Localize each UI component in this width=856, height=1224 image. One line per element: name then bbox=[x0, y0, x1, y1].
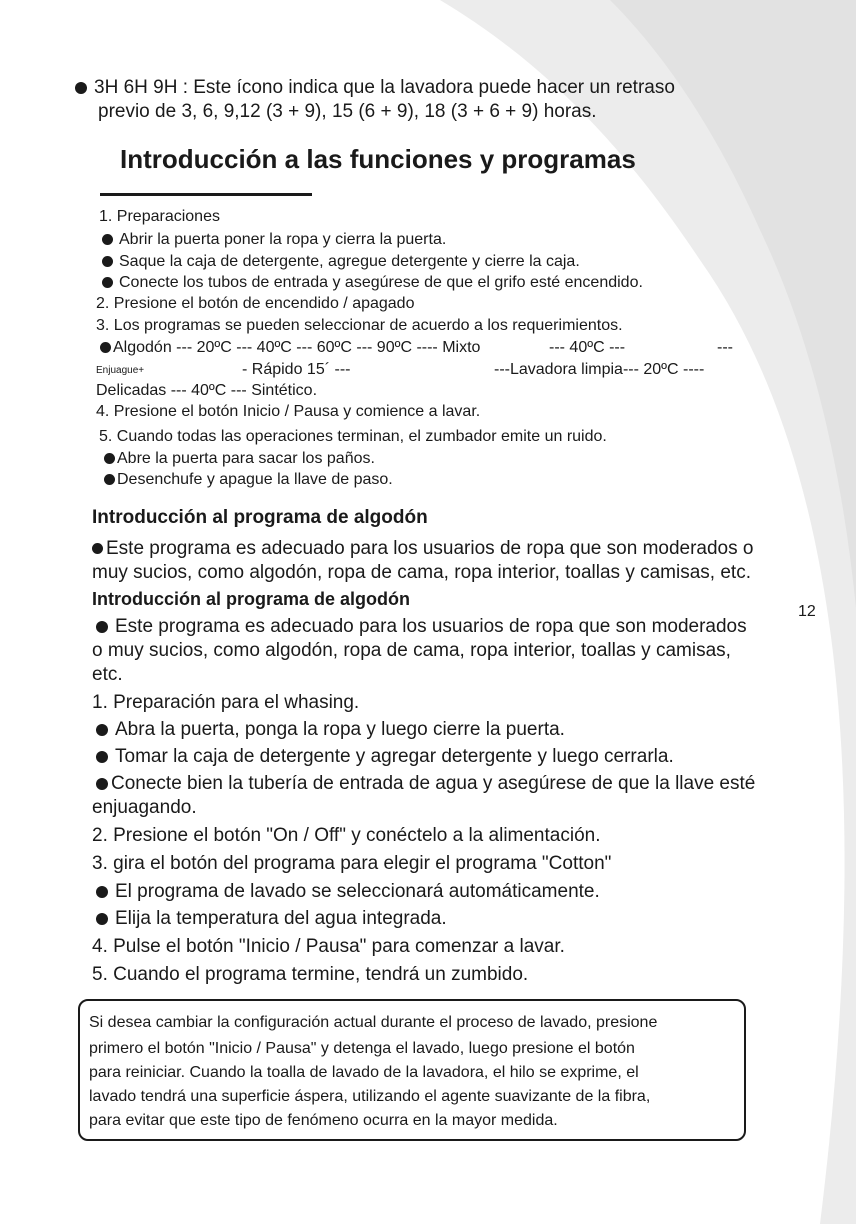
note-line: primero el botón "Inicio / Pausa" y detenga el lavado, luego presione el botón bbox=[89, 1040, 635, 1057]
list-item: Abre la puerta para sacar los paños. bbox=[104, 450, 375, 468]
program-list-line3: Delicadas --- 40ºC --- Sintético. bbox=[96, 382, 318, 399]
step-5: 5. Cuando todas las operaciones terminan, el zumbador emite un ruido. bbox=[99, 428, 607, 445]
step-2: 2. Presione el botón "On / Off" y conéctelo a la alimentación. bbox=[92, 825, 601, 846]
bullet-icon bbox=[96, 778, 108, 790]
paragraph-line2: muy sucios, como algodón, ropa de cama, ropa interior, toallas y camisas, etc. bbox=[92, 562, 751, 583]
step-3: 3. Los programas se pueden seleccionar de acuerdo a los requerimientos. bbox=[96, 317, 623, 334]
bullet-icon bbox=[96, 621, 108, 633]
list-item: Abra la puerta, ponga la ropa y luego cierre la puerta. bbox=[96, 719, 565, 741]
bullet-icon bbox=[102, 256, 113, 267]
bullet-icon bbox=[75, 82, 87, 94]
program-list-mixto-temp: --- 40ºC --- bbox=[549, 339, 626, 356]
list-item: Conecte los tubos de entrada y asegúrese de que el grifo esté encendido. bbox=[102, 274, 643, 292]
paragraph-line2: o muy sucios, como algodón, ropa de cama, ropa interior, toallas y camisas, bbox=[92, 640, 731, 661]
list-item-continuation: enjuagando. bbox=[92, 797, 197, 818]
paragraph: Este programa es adecuado para los usuarios de ropa que son moderados o bbox=[92, 538, 753, 560]
bullet-icon bbox=[104, 453, 115, 464]
list-item: Elija la temperatura del agua integrada. bbox=[96, 908, 447, 930]
list-item: Saque la caja de detergente, agregue detergente y cierre la caja. bbox=[102, 253, 580, 271]
bullet-icon bbox=[96, 724, 108, 736]
note-line: lavado tendrá una superficie áspera, utilizando el agente suavizante de la fibra, bbox=[89, 1088, 651, 1105]
bullet-icon bbox=[104, 474, 115, 485]
delay-icon-note: 3H 6H 9H : Este ícono indica que la lavadora puede hacer un retraso bbox=[75, 77, 675, 99]
list-item: Conecte bien la tubería de entrada de agua y asegúrese de que la llave esté bbox=[96, 773, 755, 795]
program-list-line1: Algodón --- 20ºC --- 40ºC --- 60ºC --- 90ºC ---- Mixto bbox=[100, 339, 480, 357]
page-number: 12 bbox=[798, 603, 816, 620]
bullet-icon bbox=[92, 543, 103, 554]
note-line: para reiniciar. Cuando la toalla de lavado de la lavadora, el hilo se exprime, el bbox=[89, 1064, 639, 1081]
note-box bbox=[78, 999, 746, 1141]
step-4: 4. Presione el botón Inicio / Pausa y comience a lavar. bbox=[96, 403, 481, 420]
program-lavadora-limpia: ---Lavadora limpia--- 20ºC ---- bbox=[494, 361, 705, 378]
step-5: 5. Cuando el programa termine, tendrá un zumbido. bbox=[92, 964, 529, 985]
step-1: 1. Preparación para el whasing. bbox=[92, 692, 360, 713]
delay-icon-note-line2: previo de 3, 6, 9,12 (3 + 9), 15 (6 + 9), 18 (3 + 6 + 9) horas. bbox=[98, 101, 597, 122]
step-3: 3. gira el botón del programa para elegir el programa "Cotton" bbox=[92, 853, 612, 874]
bullet-icon bbox=[96, 886, 108, 898]
program-list-dash: --- bbox=[717, 339, 733, 356]
list-item: Tomar la caja de detergente y agregar detergente y luego cerrarla. bbox=[96, 746, 674, 768]
step-1: 1. Preparaciones bbox=[99, 208, 220, 225]
bullet-icon bbox=[102, 234, 113, 245]
program-rapido: - Rápido 15´ --- bbox=[242, 361, 351, 378]
step-2: 2. Presione el botón de encendido / apagado bbox=[96, 295, 415, 312]
list-item: El programa de lavado se seleccionará automáticamente. bbox=[96, 881, 600, 903]
page-title: Introducción a las funciones y programas bbox=[120, 144, 636, 174]
note-line: para evitar que este tipo de fenómeno ocurra en la mayor medida. bbox=[89, 1112, 558, 1129]
title-underline bbox=[100, 193, 312, 196]
section-heading-cotton: Introducción al programa de algodón bbox=[92, 507, 428, 528]
paragraph-line3: etc. bbox=[92, 664, 123, 685]
program-enjuague: Enjuague+ bbox=[96, 365, 145, 376]
list-item: Desenchufe y apague la llave de paso. bbox=[104, 471, 393, 489]
section-heading-cotton-2: Introducción al programa de algodón bbox=[92, 589, 411, 609]
bullet-icon bbox=[96, 913, 108, 925]
step-4: 4. Pulse el botón "Inicio / Pausa" para comenzar a lavar. bbox=[92, 936, 565, 957]
list-item: Abrir la puerta poner la ropa y cierra la puerta. bbox=[102, 231, 446, 249]
bullet-icon bbox=[96, 751, 108, 763]
bullet-icon bbox=[100, 342, 111, 353]
paragraph: Este programa es adecuado para los usuarios de ropa que son moderados bbox=[96, 616, 747, 638]
bullet-icon bbox=[102, 277, 113, 288]
note-line: Si desea cambiar la configuración actual durante el proceso de lavado, presione bbox=[89, 1014, 658, 1031]
